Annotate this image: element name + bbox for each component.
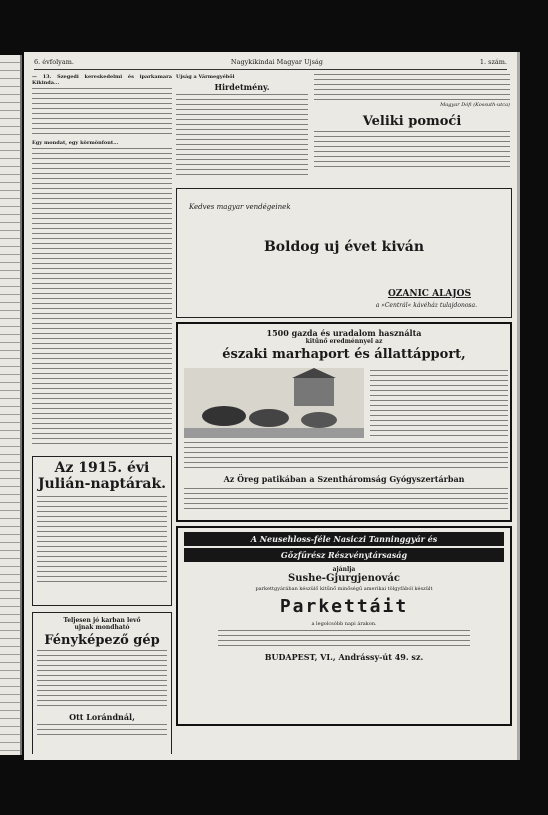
notice-title: Hirdetmény. (214, 82, 270, 92)
fodder-text (370, 370, 508, 436)
parquet-note: a legolcsóbb napi árakon. (311, 621, 377, 627)
parquet-big: Parkettáit (279, 596, 409, 617)
parquet-line1: A Neusehloss-féle Nasiczi Tanninggyár és (184, 532, 504, 546)
notice-body (176, 94, 308, 179)
camera-body (37, 650, 167, 710)
wishes-greeting: Kedves magyar vendégeinek (189, 203, 291, 211)
cattle-illustration (184, 368, 364, 438)
header-right: 1. szám. (479, 58, 507, 66)
veliki-title: Veliki pomoći (362, 114, 462, 129)
fodder-top2: kitűnő eredménnyel az (305, 338, 383, 345)
newspaper-page (24, 52, 520, 760)
wishes-main: Boldog uj évet kiván (263, 239, 425, 255)
middle-column-top (176, 74, 308, 184)
section-label: Ujság a Vármegyéből (176, 74, 235, 80)
wishes-signer-sub: a »Centrál« kávéház tulajdonosa. (375, 302, 477, 309)
calendar-title-2: Julián-naptárak. (37, 476, 167, 492)
header-left: 6. évfolyam. (34, 58, 74, 66)
fodder-main: északi marhaport és állattápport, (222, 347, 466, 362)
parquet-address: BUDAPEST, VI., Andrássy-út 49. sz. (264, 652, 424, 662)
parquet-desc: parkettgyárában készülő kitűnő minőségű amerikai tölgyfából készült (255, 586, 433, 592)
left-intro: — 13. Szegedi kereskedelmi és iparkamara Kikinda... (32, 74, 172, 86)
camera-pre2: ujnak mondható (74, 624, 130, 631)
left-column (32, 74, 172, 754)
article-text-block (32, 88, 172, 138)
camera-seller: Ott Lorándnál, (69, 712, 135, 722)
new-year-ad (176, 188, 512, 318)
parquet-company: Sushe-Gjurgjenovác (288, 573, 400, 584)
header-center: Nagykikindai Magyar Ujság (230, 58, 323, 66)
fodder-top: 1500 gazda és uradalom használta (266, 328, 422, 338)
notice-signature: Magyar Dófi (Kossuth-utca) (440, 102, 510, 108)
fodder-desc (184, 442, 508, 468)
calendar-body (37, 496, 167, 586)
parquet-ad (176, 526, 512, 726)
wishes-signer: OZANIC ALAJOS (387, 289, 471, 299)
parquet-details (218, 630, 470, 648)
fodder-ad (176, 322, 512, 522)
previous-page-edge (0, 55, 22, 755)
right-column-top (314, 74, 510, 184)
fodder-footer (184, 488, 508, 512)
left-sub: Egy mondat, egy körmönfont... (32, 140, 119, 146)
veliki-body (314, 131, 510, 171)
notice-text (314, 74, 510, 100)
camera-pre: Teljesen jó karban levő (63, 617, 141, 624)
calendar-title: Az 1915. évi (54, 460, 150, 476)
parquet-intro: ajánlja (332, 566, 356, 573)
fodder-place: Az Öreg patikában a Szentháromság Gyógyszertárban (223, 474, 465, 484)
camera-address (37, 724, 167, 736)
calendar-ad (32, 456, 172, 606)
parquet-line2: Gőzfűrész Részvénytársaság (184, 548, 504, 562)
camera-ad (32, 612, 172, 754)
page-header (34, 58, 507, 70)
article-text-block (32, 148, 172, 448)
camera-title: Fényképező gép (44, 633, 160, 648)
